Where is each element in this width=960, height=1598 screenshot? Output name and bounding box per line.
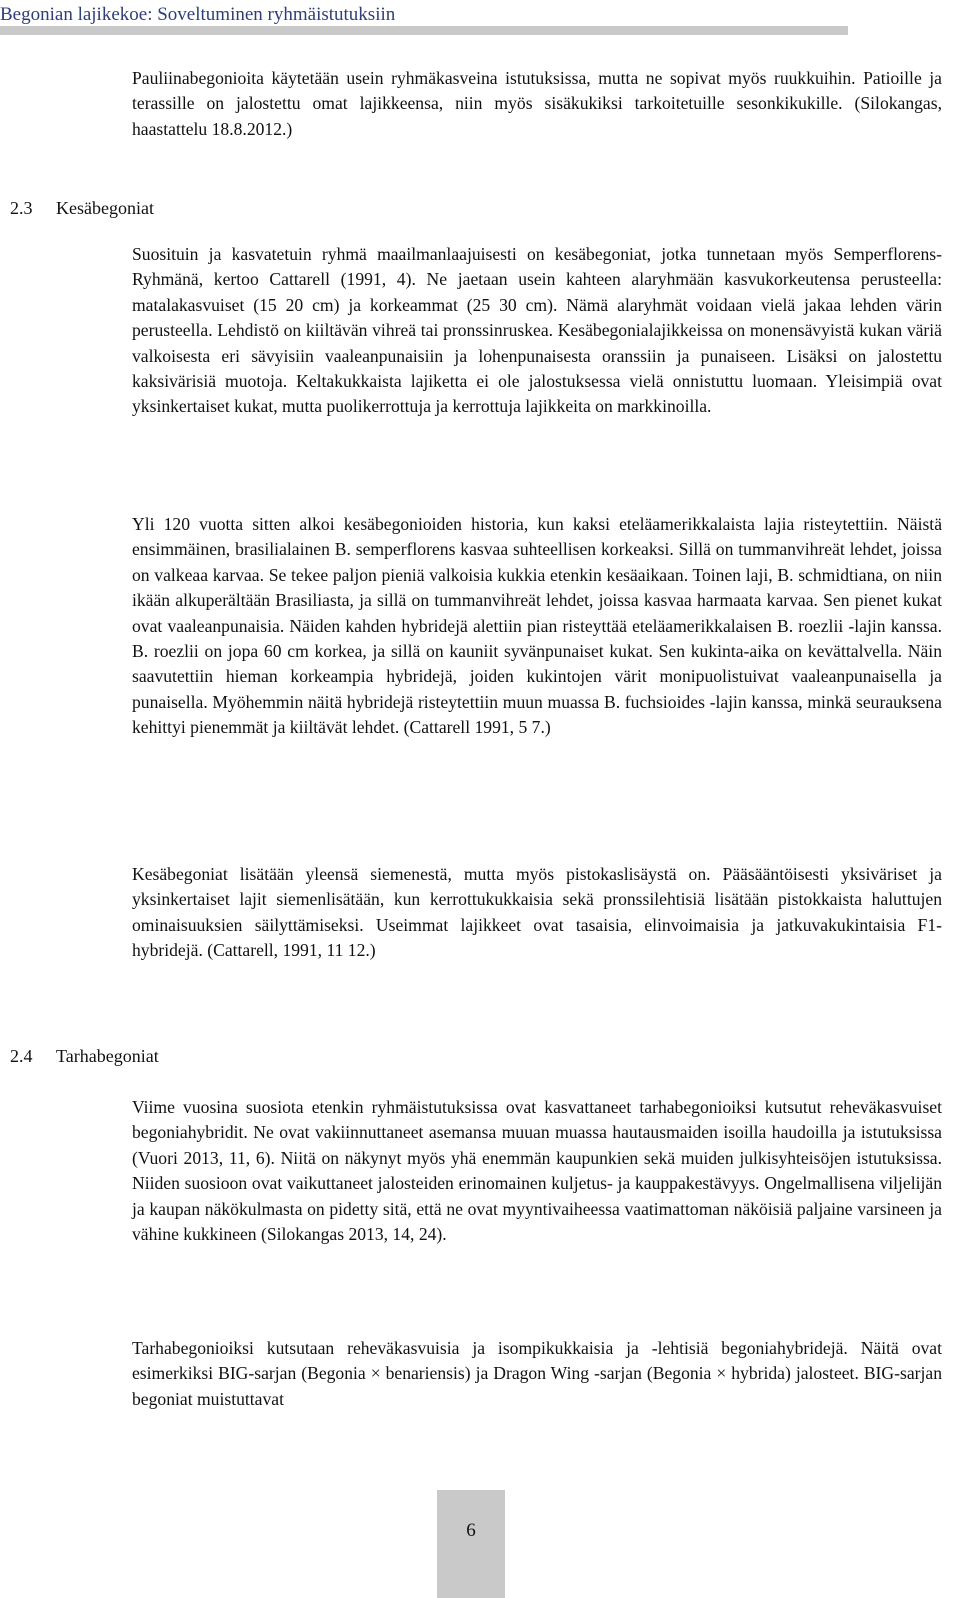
- paragraph-kesabegoniat-intro: Suosituin ja kasvatetuin ryhmä maailmanlaajuisesti on kesäbegoniat, jotka tunnetaan myös Semperflorens-Ryhmänä, kertoo Cattarell (1991, 4). Ne jaetaan usein kahteen alaryhmään kasvukorkeutensa perusteella: matalakasvuiset (15 20 cm) ja korkeammat (25 30 cm). Nämä alaryhmät voidaan vielä jakaa lehden värin perusteella. Lehdistö on kiiltävän vihreä tai pronssinruskea. Kesäbegonialajikkeissa on monensävyistä kukan väriä valkoisesta eri sävyisiin vaaleanpunaisiin ja lohenpunaisesta oranssiin ja punaiseen. Lisäksi on jalostettu kaksivärisiä muotoja. Keltakukkaista lajiketta ei ole jalostuksessa vielä onnistuttu luomaan. Yleisimpiä ovat yksinkertaiset kukat, mutta puolikerrottuja ja kerrottuja lajikkeita on markkinoilla.: [132, 244, 942, 417]
- section-title: Kesäbegoniat: [56, 198, 154, 218]
- paragraph-tarhabegoniat-intro: Viime vuosina suosiota etenkin ryhmäistutuksissa ovat kasvattaneet tarhabegonioiksi kutsutut reheväkasvuiset begoniahybridit. Ne ovat vakiinnuttaneet asemansa muuan muassa hautausmaiden isoilla haudoilla ja istutuksissa (Vuori 2013, 11, 6). Niitä on näkynyt myös yhä enemmän kaupunkien sekä muiden julkisyhteisöjen istutuksissa. Niiden suosioon ovat vaikuttaneet jalosteiden erinomainen kuljetus- ja kauppakestävyys. Ongelmallisena viljelijän ja kaupan näkökulmasta on pidetty sitä, että ne ovat myyntivaiheessa vaatimattoman näköisiä paljaine varsineen ja vähine kukkineen (Silokangas 2013, 14, 24).: [132, 1097, 942, 1245]
- section-number: 2.4: [10, 1046, 33, 1066]
- section-number: 2.3: [10, 198, 33, 218]
- section-title: Tarhabegoniat: [56, 1046, 159, 1066]
- section-heading-2-4: [10, 1044, 159, 1068]
- page-number-box: [437, 1490, 505, 1598]
- running-header-title: Begonian lajikekoe: Soveltuminen ryhmäistutuksiin: [0, 4, 396, 25]
- header-rule: [0, 26, 848, 35]
- paragraph-kesabegoniat-history: Yli 120 vuotta sitten alkoi kesäbegonioiden historia, kun kaksi eteläamerikkalaista lajia risteytettiin. Näistä ensimmäinen, brasilialainen B. semperflorens kasvaa suhteellisen korkeaksi. Sillä on tummanvihreät lehdet, joissa on valkeaa karvaa. Se tekee paljon pieniä valkoisia kukkia etenkin kesäaikaan. Toinen laji, B. schmidtiana, on niin ikään alkuperältään Brasiliasta, ja sillä on tummanvihreät lehdet, joissa kasvaa harmaata karvaa. Sen pienet kukat ovat vaaleanpunaisia. Näiden kahden hybridejä alettiin pian risteyttää eteläamerikkalaisen B. roezlii -lajin kanssa. B. roezlii on jopa 60 cm korkea, ja sillä on kauniit syvänpunaiset kukat. Sen kukinta-aika on kevättalvella. Näin saavutettiin hieman korkeampia hybridejä, joiden kukintojen värit monipuolistuivat vaaleanpunaisella ja punaisella. Myöhemmin näitä hybridejä risteytettiin muun muassa B. fuchsioides -lajin kanssa, minkä seurauksena kehittyi pienemmät ja kiiltävät lehdet. (Cattarell 1991, 5 7.): [132, 514, 942, 738]
- page-number: 6: [466, 1520, 476, 1541]
- paragraph-tarhabegoniat-definition: Tarhabegonioiksi kutsutaan reheväkasvuisia ja isompikukkaisia ja -lehtisiä begoniahybridejä. Näitä ovat esimerkiksi BIG-sarjan (Begonia × benariensis) ja Dragon Wing -sarjan (Begonia × hybrida) jalosteet. BIG-sarjan begoniat muistuttavat: [132, 1338, 942, 1409]
- paragraph-kesabegoniat-propagation: Kesäbegoniat lisätään yleensä siemenestä, mutta myös pistokaslisäystä on. Pääsääntöisesti yksiväriset ja yksinkertaiset lajit siemenlisätään, kun kerrottukukkaisia sekä pronssilehtisiä lisätään pistokkaista haluttujen ominaisuuksien säilyttämiseksi. Useimmat lajikkeet ovat tasaisia, elinvoimaisia ja jatkuvakukintaisia F1-hybridejä. (Cattarell, 1991, 11 12.): [132, 864, 942, 961]
- paragraph-intro: Pauliinabegonioita käytetään usein ryhmäkasveina istutuksissa, mutta ne sopivat myös ruukkuihin. Patioille ja terassille on jalostettu omat lajikkeensa, niin myös sisäkukiksi tarkoitetuille sesonkikukille. (Silokangas, haastattelu 18.8.2012.): [132, 68, 942, 139]
- section-heading-2-3: [10, 196, 154, 220]
